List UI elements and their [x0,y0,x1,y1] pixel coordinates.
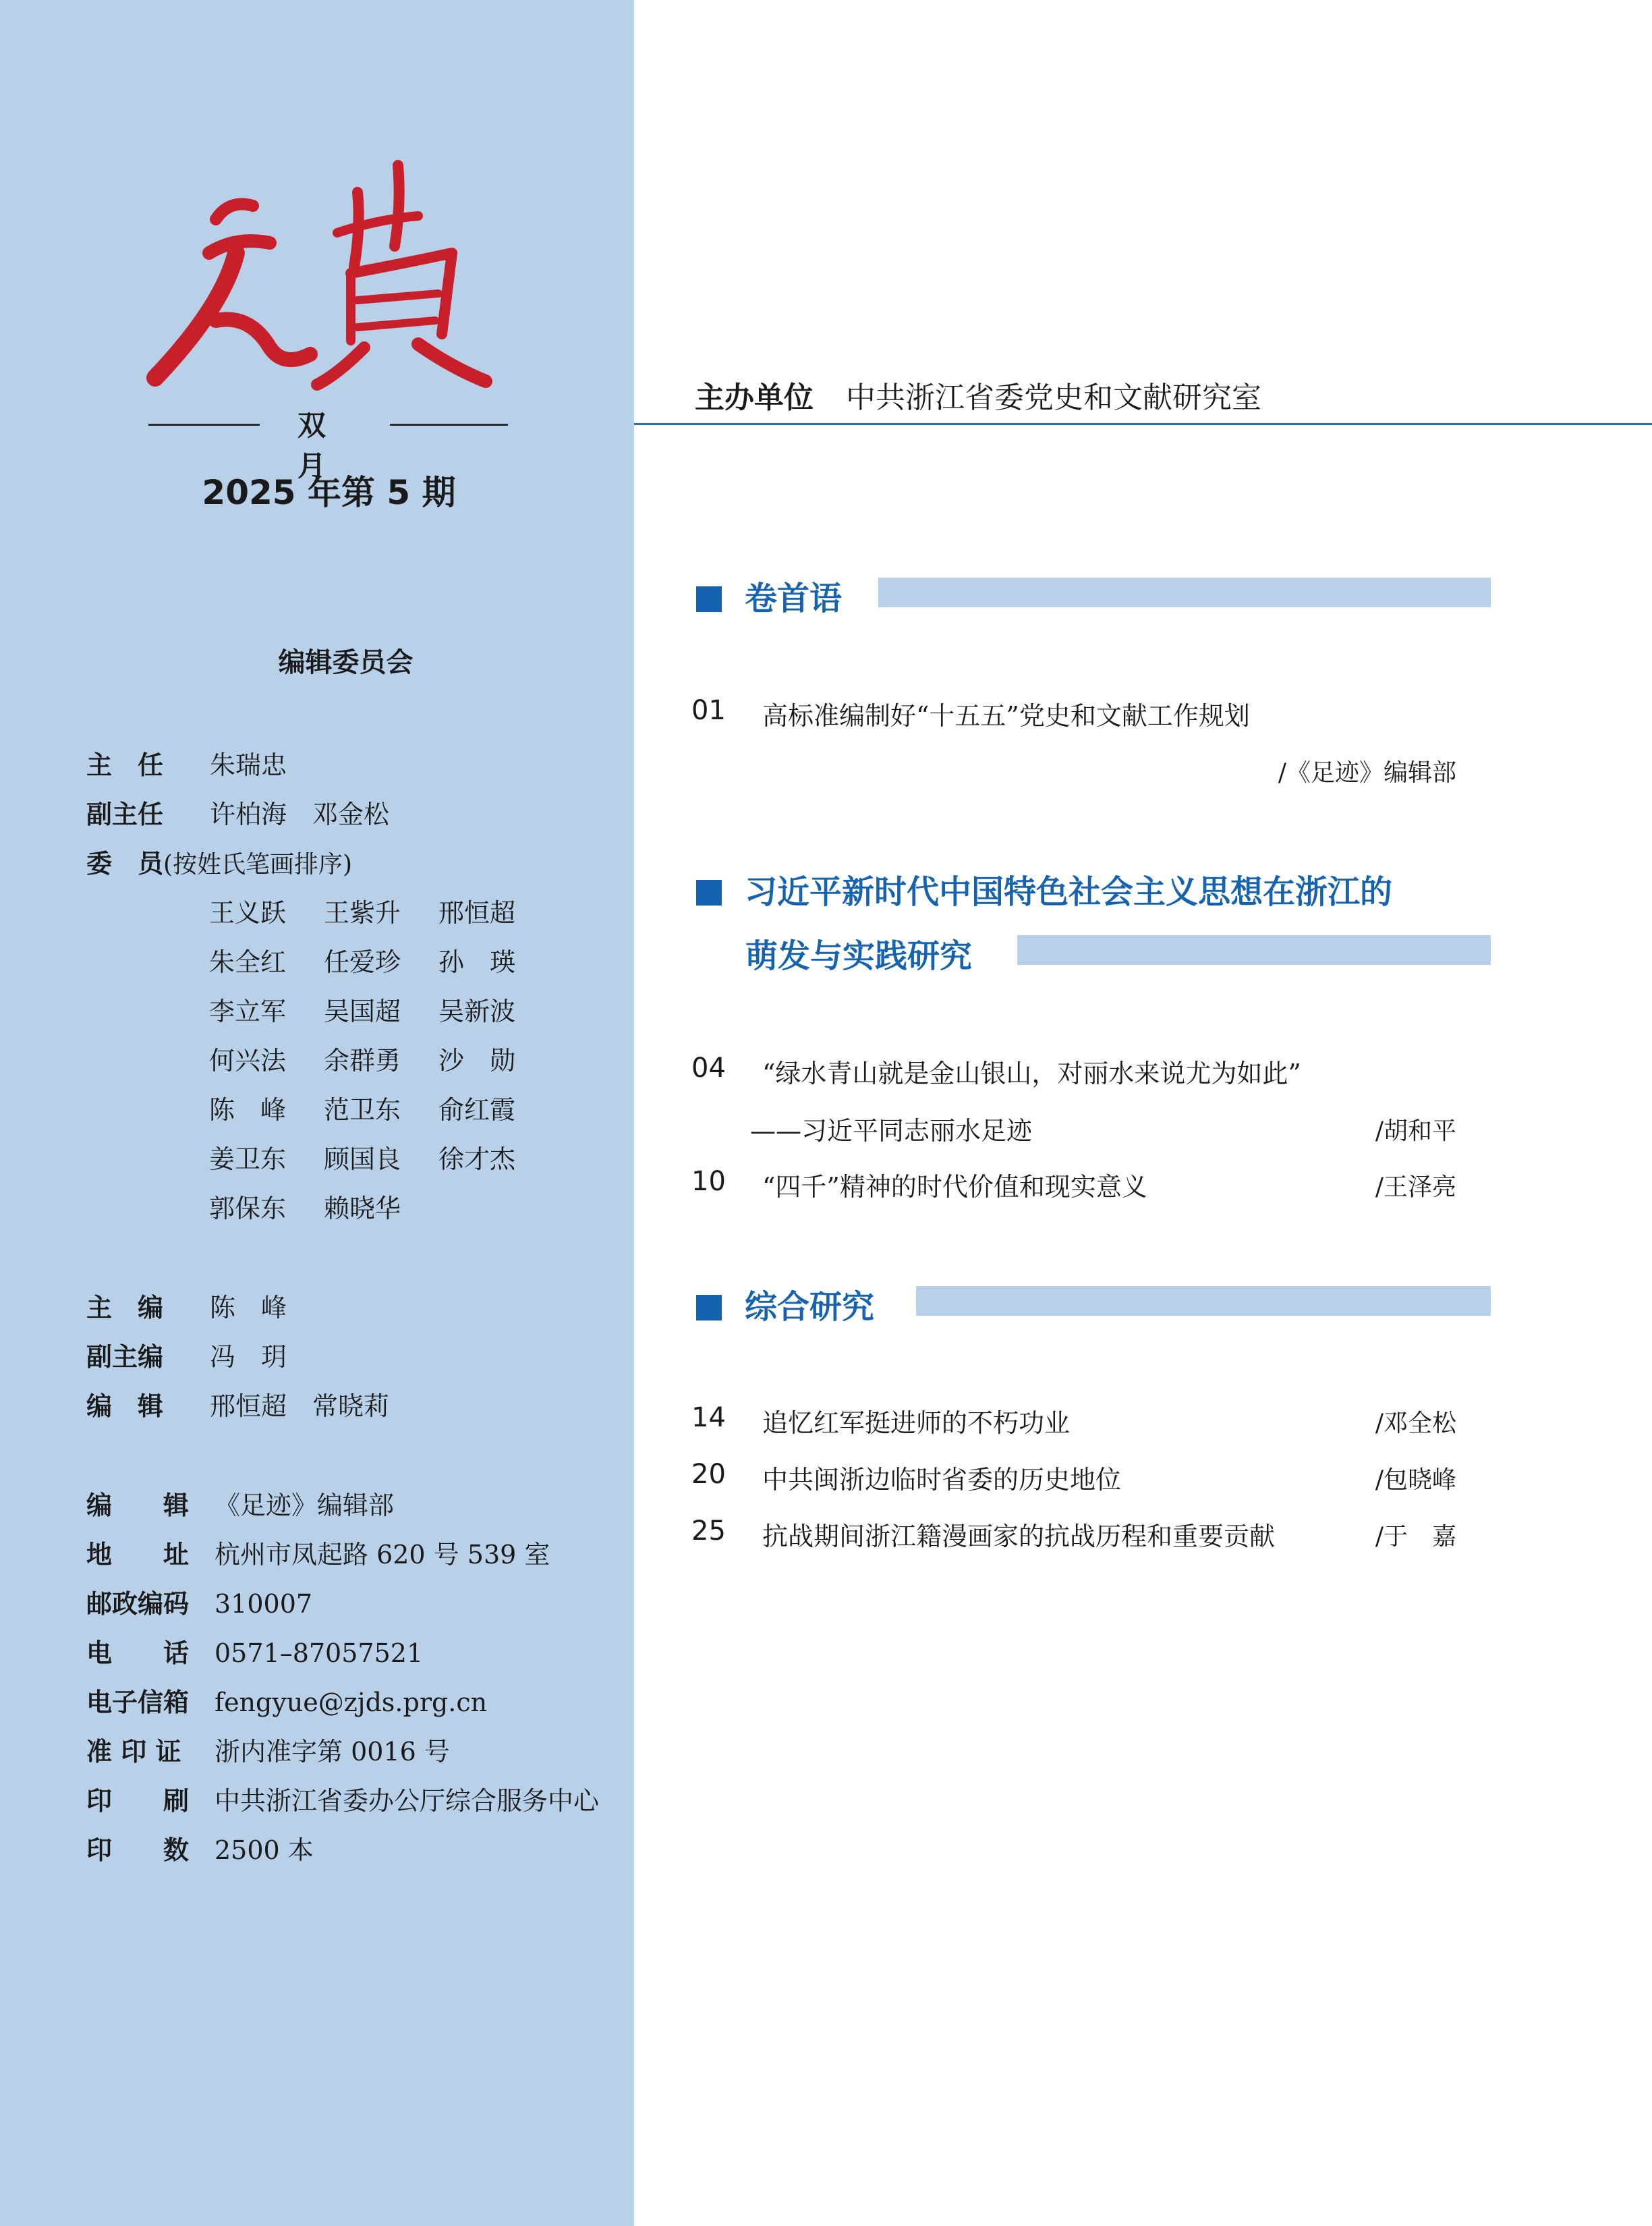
info-row: 印 刷 中共浙江省委办公厅综合服务中心 [86,1786,600,1816]
toc-author: /《足迹》编辑部 [1278,759,1456,787]
toc-author: /王泽亮 [1375,1173,1456,1201]
info-row: 印 数 2500 本 [86,1835,314,1865]
committee-title: 编辑委员会 [278,647,414,678]
divider-left [148,424,260,426]
left-sidebar [0,0,634,2226]
info-row: 编 辑 《足迹》编辑部 [86,1491,395,1520]
toc-author: /胡和平 [1375,1117,1456,1145]
sponsor-line [695,373,1261,416]
members-label: 委 员 [86,849,164,879]
members-header-row [86,843,352,880]
deputy-director-row [86,794,389,831]
toc-page: 25 [691,1515,726,1547]
toc-subtitle: ——习近平同志丽水足迹 [750,1116,1033,1146]
member-row: 王义跃 王紫升 邢恒超 [209,898,516,928]
deputy-director-names: 许柏海 邓金松 [210,800,390,829]
toc-page: 20 [691,1459,726,1490]
square-bullet-icon [696,1295,722,1320]
divider-right [390,424,508,426]
deputy-chief-label: 副主编 [86,1342,164,1372]
info-row: 准 印 证 浙内准字第 0016 号 [86,1737,450,1766]
section-bar [916,1286,1491,1316]
sponsor-label: 主办单位 [695,381,814,415]
member-row: 郭保东 赖晓华 [209,1194,401,1223]
toc-title: “四千”精神的时代价值和现实意义 [762,1172,1147,1202]
toc-title: 抗战期间浙江籍漫画家的抗战历程和重要贡献 [762,1522,1276,1551]
info-row: 电子信箱 fengyue@zjds.prg.cn [86,1688,488,1717]
editors-row [86,1385,389,1422]
zuji-calligraphy-logo [135,152,499,395]
deputy-chief-row [86,1336,287,1373]
toc-page: 01 [691,695,726,726]
chief-editor-row [86,1287,287,1324]
member-row: 姜卫东 顾国良 徐才杰 [209,1144,516,1174]
deputy-chief-name: 冯 玥 [210,1342,287,1372]
square-bullet-icon [696,586,722,612]
sponsor-value: 中共浙江省委党史和文献研究室 [846,381,1261,415]
toc-title: 高标准编制好“十五五”党史和文献工作规划 [762,701,1250,731]
toc-title: 追忆红军挺进师的不朽功业 [762,1408,1071,1438]
chief-editor-label: 主 编 [86,1293,164,1323]
toc-title: “绿水青山就是金山银山，对丽水来说尤为如此” [762,1059,1301,1088]
member-row: 陈 峰 范卫东 俞红霞 [209,1095,516,1125]
issue-number: 2025 年第 5 期 [202,473,456,512]
editors-names: 邢恒超 常晓莉 [210,1391,390,1421]
toc-page: 14 [691,1402,726,1433]
section-heading-line2: 萌发与实践研究 [745,937,973,975]
toc-title: 中共闽浙边临时省委的历史地位 [762,1465,1122,1495]
toc-author: /邓全松 [1375,1410,1456,1437]
director-row [86,744,287,781]
section-bar [1017,935,1491,965]
header-rule [634,423,1652,425]
deputy-director-label: 副主任 [86,800,164,829]
toc-author: /于 嘉 [1375,1523,1456,1551]
section-heading: 综合研究 [696,1281,874,1327]
toc-page: 10 [691,1166,726,1197]
toc-author: /包晓峰 [1375,1466,1456,1494]
frequency-label: 双 月 [297,409,337,482]
toc-page: 04 [691,1053,726,1084]
members-note: (按姓氏笔画排序) [163,851,353,879]
member-row: 李立军 吴国超 吴新波 [209,997,516,1026]
chief-editor-name: 陈 峰 [210,1293,287,1323]
info-row: 电 话 0571–87057521 [86,1638,424,1668]
section-heading: 习近平新时代中国特色社会主义思想在浙江的 [696,866,1392,912]
section-bar [878,578,1491,607]
info-row: 邮政编码 310007 [86,1589,313,1619]
member-row: 朱全红 任爱珍 孙 瑛 [209,947,516,977]
director-label: 主 任 [86,750,164,780]
editors-label: 编 辑 [86,1391,164,1421]
square-bullet-icon [696,880,722,906]
director-name: 朱瑞忠 [210,750,287,780]
section-heading: 卷首语 [696,572,842,619]
member-row: 何兴法 余群勇 沙 勋 [209,1046,516,1076]
info-row: 地 址 杭州市凤起路 620 号 539 室 [86,1540,550,1569]
